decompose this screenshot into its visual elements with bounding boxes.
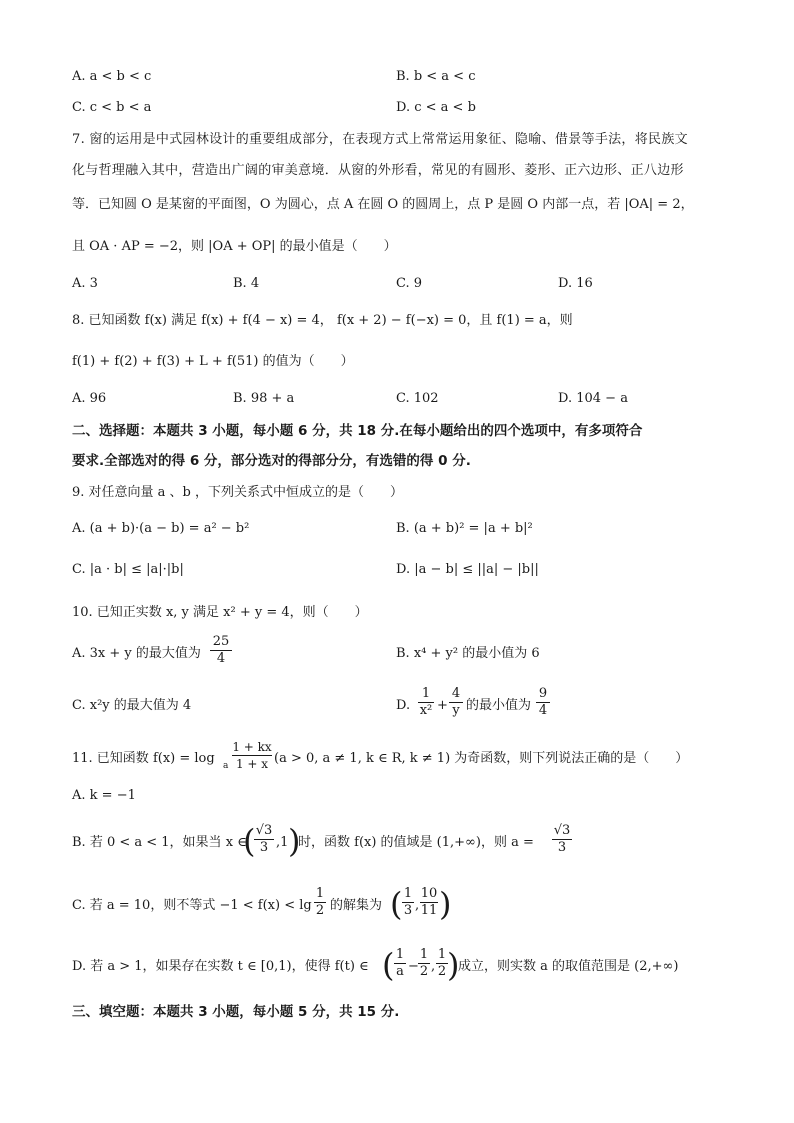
q7-stem-line-2: 化与哲理融入其中，营造出广阔的审美意境．从窗的外形看，常见的有圆形、菱形、正六边形、正八边形 — [72, 163, 684, 178]
q11-option-b-pre: B. 若 0 < a < 1，如果当 x ∈ — [72, 835, 247, 850]
fraction-numerator: 4 — [451, 686, 461, 701]
q11-stem-post: (a > 0, a ≠ 1, k ∈ R, k ≠ 1) 为奇函数，则下列说法正确的是（ ） — [274, 751, 689, 766]
fraction-numerator: 1 — [421, 686, 431, 701]
q10-option-d-label: D. — [396, 698, 411, 713]
fraction-denominator: 2 — [437, 964, 447, 979]
q11-option-d-fraction-2 — [418, 947, 430, 980]
q11-option-b-mid: ,1 — [276, 835, 289, 850]
fraction-denominator: y — [449, 702, 463, 719]
fraction-numerator: 1 — [403, 886, 413, 901]
q10-stem: 10. 已知正实数 x, y 满足 x² + y = 4，则（ ） — [72, 605, 368, 620]
q10-option-b: B. x⁴ + y² 的最小值为 6 — [396, 646, 540, 661]
fraction-numerator: 9 — [538, 686, 548, 701]
minus-sign: − — [408, 959, 419, 974]
fraction-numerator: √3 — [255, 823, 273, 838]
q11-stem-fraction — [232, 739, 272, 772]
right-paren: ) — [288, 822, 301, 860]
right-paren: ) — [447, 946, 460, 984]
q11-option-c-fraction — [314, 886, 326, 919]
q7-stem-line-1: 7. 窗的运用是中式园林设计的重要组成部分，在表现方式上常常运用象征、隐喻、借景等手法，将民族文 — [72, 132, 688, 147]
q11-option-b-answer-fraction — [552, 823, 572, 856]
q9-option-a: A. (a + b)·(a − b) = a² − b² — [72, 521, 250, 536]
q8-option-b: B. 98 + a — [233, 391, 295, 406]
fraction-numerator: 1 — [437, 947, 447, 962]
comma: , — [415, 898, 420, 913]
q7-option-a: A. 3 — [72, 276, 98, 291]
q11-option-d-pre: D. 若 a > 1，如果存在实数 t ∈ [0,1)，使得 f(t) ∈ — [72, 959, 369, 974]
fraction-numerator: 25 — [212, 634, 230, 649]
q6-option-d: D. c < a < b — [396, 100, 476, 115]
fraction-denominator: 3 — [254, 839, 274, 856]
q11-option-a: A. k = −1 — [72, 788, 136, 803]
q9-option-c: C. |a · b| ≤ |a|·|b| — [72, 562, 184, 577]
fraction-numerator: 1 — [395, 947, 405, 962]
q7-option-c: C. 9 — [396, 276, 423, 291]
q8-option-d: D. 104 − a — [558, 391, 628, 406]
q10-option-d-text: 的最小值为 — [466, 698, 532, 713]
left-paren: ( — [243, 822, 256, 860]
q10-option-d-fraction-3 — [536, 686, 550, 719]
q9-stem: 9. 对任意向量 a 、b ，下列关系式中恒成立的是（ ） — [72, 485, 404, 500]
q11-option-d-fraction-1 — [394, 947, 406, 980]
section-2-heading-line-2: 要求.全部选对的得 6 分，部分选对的得部分分，有选错的得 0 分. — [72, 453, 471, 469]
fraction-numerator: 10 — [420, 886, 438, 901]
fraction-denominator: 3 — [552, 839, 572, 856]
q11-option-b-fraction — [254, 823, 274, 856]
plus-sign: + — [437, 698, 448, 713]
q11-option-d-post: 成立，则实数 a 的取值范围是 (2,+∞) — [458, 959, 679, 974]
q7-option-d: D. 16 — [558, 276, 593, 291]
left-paren: ( — [390, 885, 403, 923]
fraction-denominator: 4 — [210, 650, 232, 667]
q10-option-d-fraction-2 — [449, 686, 463, 719]
q10-option-d-fraction-1 — [418, 686, 434, 719]
q9-option-d: D. |a − b| ≤ ||a| − |b|| — [396, 562, 539, 577]
q6-option-a: A. a < b < c — [72, 69, 152, 84]
fraction-denominator: x² — [419, 703, 433, 718]
q11-option-c-pre: C. 若 a = 10，则不等式 −1 < f(x) < lg — [72, 898, 312, 913]
q11-option-c-set-fraction-1 — [402, 886, 414, 919]
section-2-heading-line-1: 二、选择题：本题共 3 小题，每小题 6 分，共 18 分.在每小题给出的四个选项中，有多项符合 — [72, 423, 643, 439]
fraction-numerator: √3 — [553, 823, 571, 838]
fraction-denominator: 11 — [420, 903, 438, 918]
comma: , — [431, 959, 436, 974]
fraction-numerator: 1 + kx — [232, 740, 272, 754]
fraction-denominator: 4 — [536, 702, 550, 719]
q10-option-a-text: A. 3x + y 的最大值为 — [72, 646, 201, 661]
fraction-denominator: 2 — [419, 964, 429, 979]
q11-stem-pre: 11. 已知函数 f(x) = log — [72, 751, 215, 766]
q10-option-a-fraction — [210, 634, 232, 667]
q6-option-b: B. b < a < c — [396, 69, 476, 84]
section-3-heading: 三、填空题：本题共 3 小题，每小题 5 分，共 15 分. — [72, 1004, 400, 1020]
fraction-denominator: 3 — [403, 903, 413, 918]
q11-log-subscript: a — [223, 761, 229, 771]
q6-option-c: C. c < b < a — [72, 100, 152, 115]
q11-option-b-post: 时，函数 f(x) 的值域是 (1,+∞)，则 a = — [298, 835, 534, 850]
q7-stem-line-3: 等．已知圆 O 是某窗的平面图，O 为圆心，点 A 在圆 O 的圆周上，点 P 是圆 O 内部一点，若 |OA| = 2， — [72, 197, 694, 212]
q11-option-c-set-fraction-2 — [420, 886, 438, 919]
q8-stem-line-1: 8. 已知函数 f(x) 满足 f(x) + f(4 − x) = 4， f(x + 2) − f(−x) = 0，且 f(1) = a，则 — [72, 313, 573, 328]
q7-stem-line-4: 且 OA · AP = −2，则 |OA + OP| 的最小值是（ ） — [72, 239, 397, 254]
q9-option-b: B. (a + b)² = |a + b|² — [396, 521, 533, 536]
q8-option-a: A. 96 — [72, 391, 107, 406]
fraction-numerator: 1 — [315, 886, 325, 901]
q7-option-b: B. 4 — [233, 276, 260, 291]
q8-option-c: C. 102 — [396, 391, 439, 406]
fraction-numerator: 1 — [419, 947, 429, 962]
fraction-denominator: 1 + x — [232, 755, 272, 772]
q11-option-c-mid: 的解集为 — [330, 898, 383, 913]
fraction-denominator: a — [394, 963, 406, 980]
left-paren: ( — [382, 946, 395, 984]
q10-option-c: C. x²y 的最大值为 4 — [72, 698, 192, 713]
right-paren: ) — [439, 885, 452, 923]
q8-stem-line-2: f(1) + f(2) + f(3) + L + f(51) 的值为（ ） — [72, 354, 354, 369]
fraction-denominator: 2 — [315, 903, 325, 918]
